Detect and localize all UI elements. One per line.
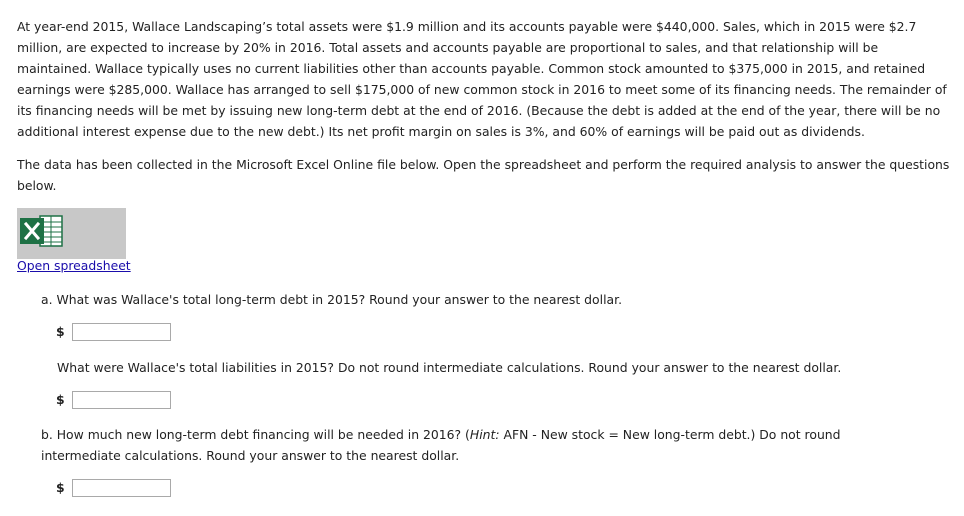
currency-symbol: $: [56, 480, 65, 495]
answer-input-a2[interactable]: [72, 391, 171, 409]
problem-intro: At year-end 2015, Wallace Landscaping’s total assets were $1.9 million and its accounts payable were $440,000. Sales, which in 2015 were $2.7 million, are expected to increase by 20% in 2016. Total assets and accounts payable are proportional to sales, and that relationship will be maintained. Wallace typically uses no current liabilities other than accounts payable. Common stock amounted to $375,000 in 2015, and retained earnings were $285,000. Wallace has arranged to sell $175,000 of new common stock in 2016 to meet some of its financing needs. The remainder of its financing needs will be met by issuing new long-term debt at the end of 2016. (Because the debt is added at the end of the year, there will be no additional interest expense due to the new debt.) Its net profit margin on sales is 3%, and 60% of earnings will be paid out as dividends.: [17, 19, 947, 139]
question-a2: What were Wallace's total liabilities in 2015? Do not round intermediate calculations. Round your answer to the nearest dollar.: [57, 360, 842, 375]
answer-input-b[interactable]: [72, 479, 171, 497]
currency-symbol: $: [56, 324, 65, 339]
data-instructions: The data has been collected in the Microsoft Excel Online file below. Open the spreadsheet and perform the required analysis to answer the questions below.: [17, 157, 950, 193]
question-b: [41, 424, 921, 466]
question-a: a. What was Wallace's total long-term debt in 2015? Round your answer to the nearest dollar.: [41, 292, 623, 307]
question-b-text: b. How much new long-term debt financing will be needed in 2016? (: [41, 427, 470, 442]
excel-spreadsheet-thumbnail[interactable]: [17, 208, 126, 259]
currency-symbol: $: [56, 392, 65, 407]
hint-label: Hint:: [469, 427, 500, 442]
open-spreadsheet-link[interactable]: Open spreadsheet: [17, 258, 131, 273]
excel-icon: [20, 214, 64, 248]
answer-input-a1[interactable]: [72, 323, 171, 341]
question-b-rest: AFN - New stock = New long-term debt.) Do not round intermediate calculations. Round your answer to the nearest dollar.: [41, 427, 841, 463]
